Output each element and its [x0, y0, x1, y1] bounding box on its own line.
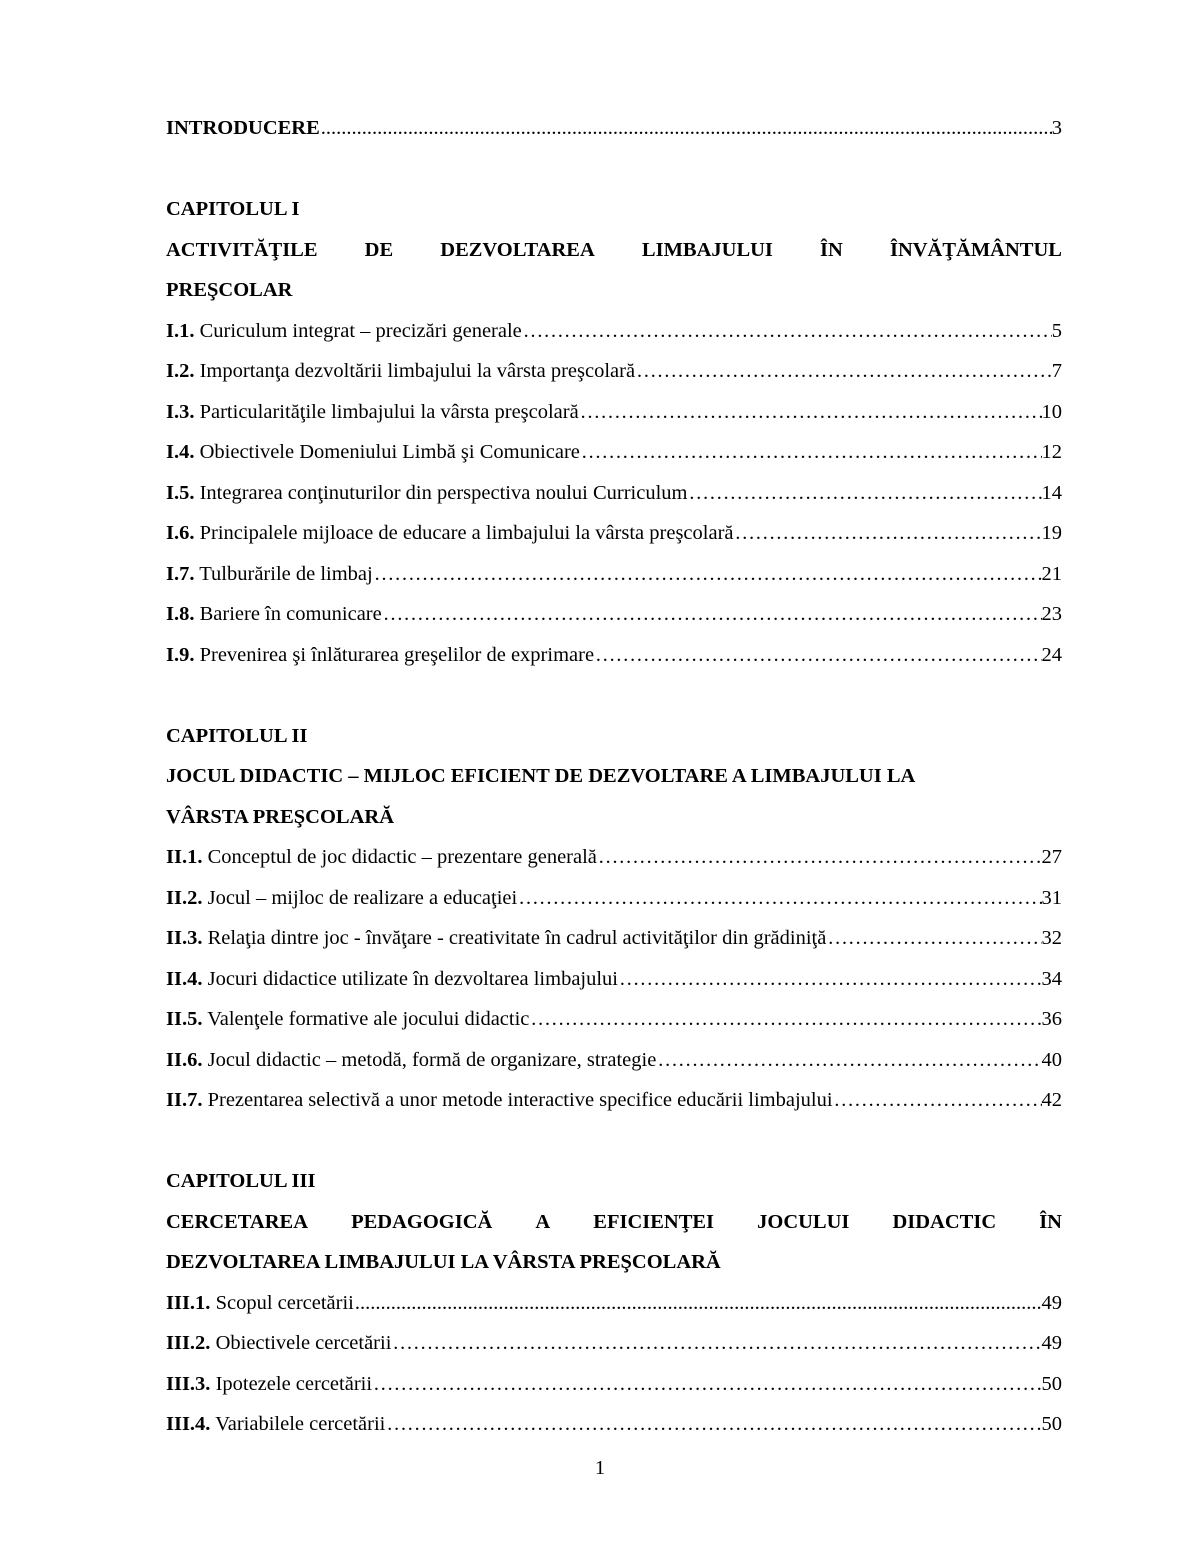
- chapter-title-word: ÎN: [1039, 1210, 1062, 1233]
- toc-entry-text: Conceptul de joc didactic – prezentare generală: [207, 846, 597, 868]
- spacer: [166, 675, 1062, 716]
- toc-entry-number: II.1.: [166, 846, 203, 868]
- toc-entry-number: III.3.: [166, 1372, 211, 1395]
- toc-leader-dots: [518, 878, 1041, 919]
- toc-entry-text: Obiectivele Domeniului Limbă şi Comunicare: [199, 441, 580, 463]
- toc-entry-number: I.8.: [166, 603, 195, 625]
- toc-entry-number: II.7.: [166, 1089, 203, 1111]
- toc-entry-page: 49: [1041, 1332, 1062, 1354]
- toc-entry-page: 24: [1041, 643, 1062, 666]
- toc-entry-page: 23: [1041, 603, 1062, 625]
- toc-entry-text: Ipotezele cercetării: [215, 1372, 373, 1395]
- toc-entry: [166, 473, 1062, 514]
- chapter-title-line: [166, 1202, 1062, 1243]
- toc-entry-text: Variabilele cercetării: [215, 1413, 386, 1435]
- chapter-title-line: PREŞCOLAR: [166, 279, 293, 301]
- chapter-title-line: DEZVOLTAREA LIMBAJULUI LA VÂRSTA PREŞCOLARĂ: [166, 1251, 721, 1273]
- toc-leader-dots: [374, 554, 1042, 595]
- toc-entry: [166, 918, 1062, 959]
- toc-leader-dots: [657, 1040, 1041, 1081]
- toc-entry-text: Prevenirea şi înlăturarea greşelilor de exprimare: [199, 643, 595, 666]
- chapter-title-word: EFICIENŢEI: [593, 1210, 715, 1233]
- toc-entry-number: II.4.: [166, 967, 203, 990]
- toc-entry: [166, 1040, 1062, 1081]
- chapter-title-word: A: [535, 1210, 551, 1233]
- toc-entry-page: 40: [1041, 1048, 1062, 1071]
- toc-entry-page: 19: [1041, 522, 1062, 544]
- toc-entry-page: 49: [1041, 1291, 1062, 1314]
- toc-entry-introduction: [166, 108, 1062, 149]
- toc-entry-page: 14: [1041, 481, 1062, 504]
- toc-leader-dots: [321, 108, 1052, 149]
- toc-entry: [166, 311, 1062, 352]
- toc-entry-number: II.6.: [166, 1048, 203, 1071]
- toc-leader-dots: [827, 918, 1041, 959]
- chapter-title-word: CERCETAREA: [166, 1210, 308, 1233]
- toc-entry-page: 34: [1041, 967, 1062, 990]
- toc-entry: [166, 392, 1062, 433]
- toc-entry: [166, 959, 1062, 1000]
- toc-entry: [166, 1404, 1062, 1445]
- chapter-title-word: ÎN: [820, 238, 843, 261]
- chapter-title-word: LIMBAJULUI: [641, 238, 773, 261]
- toc-entry-page: 7: [1051, 360, 1062, 382]
- toc-entry-number: III.4.: [166, 1413, 211, 1435]
- toc-entry-text: Scopul cercetării: [215, 1291, 354, 1314]
- chapter-title-line: VÂRSTA PREŞCOLARĂ: [166, 805, 395, 828]
- toc-leader-dots: [581, 432, 1042, 473]
- toc-entry-page: 3: [1051, 117, 1062, 139]
- toc-entry-text: Jocul didactic – metodă, formă de organizare, strategie: [207, 1048, 657, 1071]
- chapter-title-word: DEZVOLTAREA: [440, 238, 595, 261]
- toc-leader-dots: [834, 1080, 1042, 1121]
- toc-entry: [166, 1364, 1062, 1405]
- toc-entry-number: I.7.: [166, 562, 195, 585]
- toc-entry: [166, 1283, 1062, 1324]
- toc-entry-page: 50: [1041, 1413, 1062, 1435]
- spacer: [166, 149, 1062, 190]
- toc-entry-page: 5: [1051, 319, 1062, 342]
- toc-leader-dots: [523, 311, 1052, 352]
- table-of-contents: [166, 108, 1062, 1445]
- chapter-title-line: JOCUL DIDACTIC – MIJLOC EFICIENT DE DEZVOLTARE A LIMBAJULUI LA: [166, 765, 916, 787]
- toc-entry-text: Importanţa dezvoltării limbajului la vârsta preşcolară: [199, 360, 636, 382]
- toc-entry-page: 10: [1041, 400, 1062, 423]
- toc-entry-page: 42: [1041, 1089, 1062, 1111]
- toc-entry-number: I.1.: [166, 319, 195, 342]
- toc-entry-page: 21: [1041, 562, 1062, 585]
- toc-entry-text: Jocul – mijloc de realizare a educaţiei: [207, 886, 518, 909]
- chapter-title-word: DE: [364, 238, 394, 261]
- toc-entry-text: Integrarea conţinuturilor din perspectiva noului Curriculum: [199, 481, 688, 504]
- toc-entry-text: Obiectivele cercetării: [215, 1332, 392, 1354]
- toc-leader-dots: [373, 1364, 1041, 1405]
- toc-entry-number: I.9.: [166, 643, 195, 666]
- chapter-heading: CAPITOLUL II: [166, 724, 308, 747]
- toc-leader-dots: [386, 1404, 1041, 1445]
- toc-leader-dots: [355, 1283, 1042, 1324]
- chapter2-sections: [166, 837, 1062, 1121]
- toc-entry-label: INTRODUCERE: [166, 117, 320, 139]
- toc-leader-dots: [595, 635, 1041, 676]
- chapter-title-line: [166, 230, 1062, 271]
- toc-entry-text: Prezentarea selectivă a unor metode interactive specifice educării limbajului: [207, 1089, 833, 1111]
- toc-entry: [166, 594, 1062, 635]
- toc-leader-dots: [688, 473, 1041, 514]
- toc-entry-number: I.3.: [166, 400, 195, 423]
- toc-entry-text: Relaţia dintre joc - învăţare - creativitate în cadrul activităţilor din grădiniţă: [207, 927, 827, 949]
- toc-entry: [166, 1080, 1062, 1121]
- toc-leader-dots: [580, 392, 1042, 433]
- toc-entry-text: Jocuri didactice utilizate în dezvoltarea limbajului: [207, 967, 619, 990]
- toc-entry: [166, 432, 1062, 473]
- toc-entry-number: I.4.: [166, 441, 195, 463]
- toc-entry: [166, 351, 1062, 392]
- toc-entry-number: I.2.: [166, 360, 195, 382]
- spacer: [166, 1121, 1062, 1162]
- toc-entry: [166, 837, 1062, 878]
- chapter-title-word: ÎNVĂŢĂMÂNTUL: [889, 238, 1062, 261]
- toc-entry-text: Particularităţile limbajului la vârsta preşcolară: [199, 400, 579, 423]
- toc-entry-number: II.2.: [166, 886, 203, 909]
- toc-entry: [166, 1323, 1062, 1364]
- toc-entry-number: III.1.: [166, 1291, 211, 1314]
- toc-leader-dots: [530, 999, 1041, 1040]
- toc-entry-text: Principalele mijloace de educare a limbajului la vârsta preşcolară: [199, 522, 734, 544]
- toc-leader-dots: [636, 351, 1052, 392]
- toc-entry-text: Tulburările de limbaj: [199, 562, 373, 585]
- toc-entry: [166, 999, 1062, 1040]
- chapter-heading: CAPITOLUL I: [166, 198, 300, 220]
- toc-leader-dots: [392, 1323, 1041, 1364]
- toc-entry: [166, 554, 1062, 595]
- toc-entry-number: II.5.: [166, 1008, 203, 1030]
- toc-entry-page: 32: [1041, 927, 1062, 949]
- toc-entry-page: 31: [1041, 886, 1062, 909]
- toc-entry-number: I.5.: [166, 481, 195, 504]
- toc-leader-dots: [735, 513, 1042, 554]
- toc-leader-dots: [383, 594, 1042, 635]
- toc-entry-text: Curiculum integrat – precizări generale: [199, 319, 522, 342]
- toc-entry: [166, 513, 1062, 554]
- chapter-title-word: PEDAGOGICĂ: [351, 1210, 493, 1233]
- page-number: 1: [594, 1457, 606, 1479]
- toc-entry-text: Valenţele formative ale jocului didactic: [207, 1008, 530, 1030]
- toc-entry-number: III.2.: [166, 1332, 211, 1354]
- toc-entry: [166, 878, 1062, 919]
- toc-entry-text: Bariere în comunicare: [199, 603, 382, 625]
- chapter1-sections: [166, 311, 1062, 676]
- chapter3-sections: [166, 1283, 1062, 1445]
- toc-entry-page: 27: [1041, 846, 1062, 868]
- toc-entry-page: 12: [1041, 441, 1062, 463]
- toc-entry-number: II.3.: [166, 927, 203, 949]
- chapter-heading: CAPITOLUL III: [166, 1170, 316, 1192]
- toc-leader-dots: [619, 959, 1041, 1000]
- toc-entry-number: I.6.: [166, 522, 195, 544]
- toc-leader-dots: [598, 837, 1042, 878]
- toc-entry-page: 36: [1041, 1008, 1062, 1030]
- chapter-title-word: DIDACTIC: [892, 1210, 997, 1233]
- chapter-title-word: ACTIVITĂŢILE: [166, 238, 318, 261]
- toc-entry-page: 50: [1041, 1372, 1062, 1395]
- toc-entry: [166, 635, 1062, 676]
- chapter-title-word: JOCULUI: [757, 1210, 850, 1233]
